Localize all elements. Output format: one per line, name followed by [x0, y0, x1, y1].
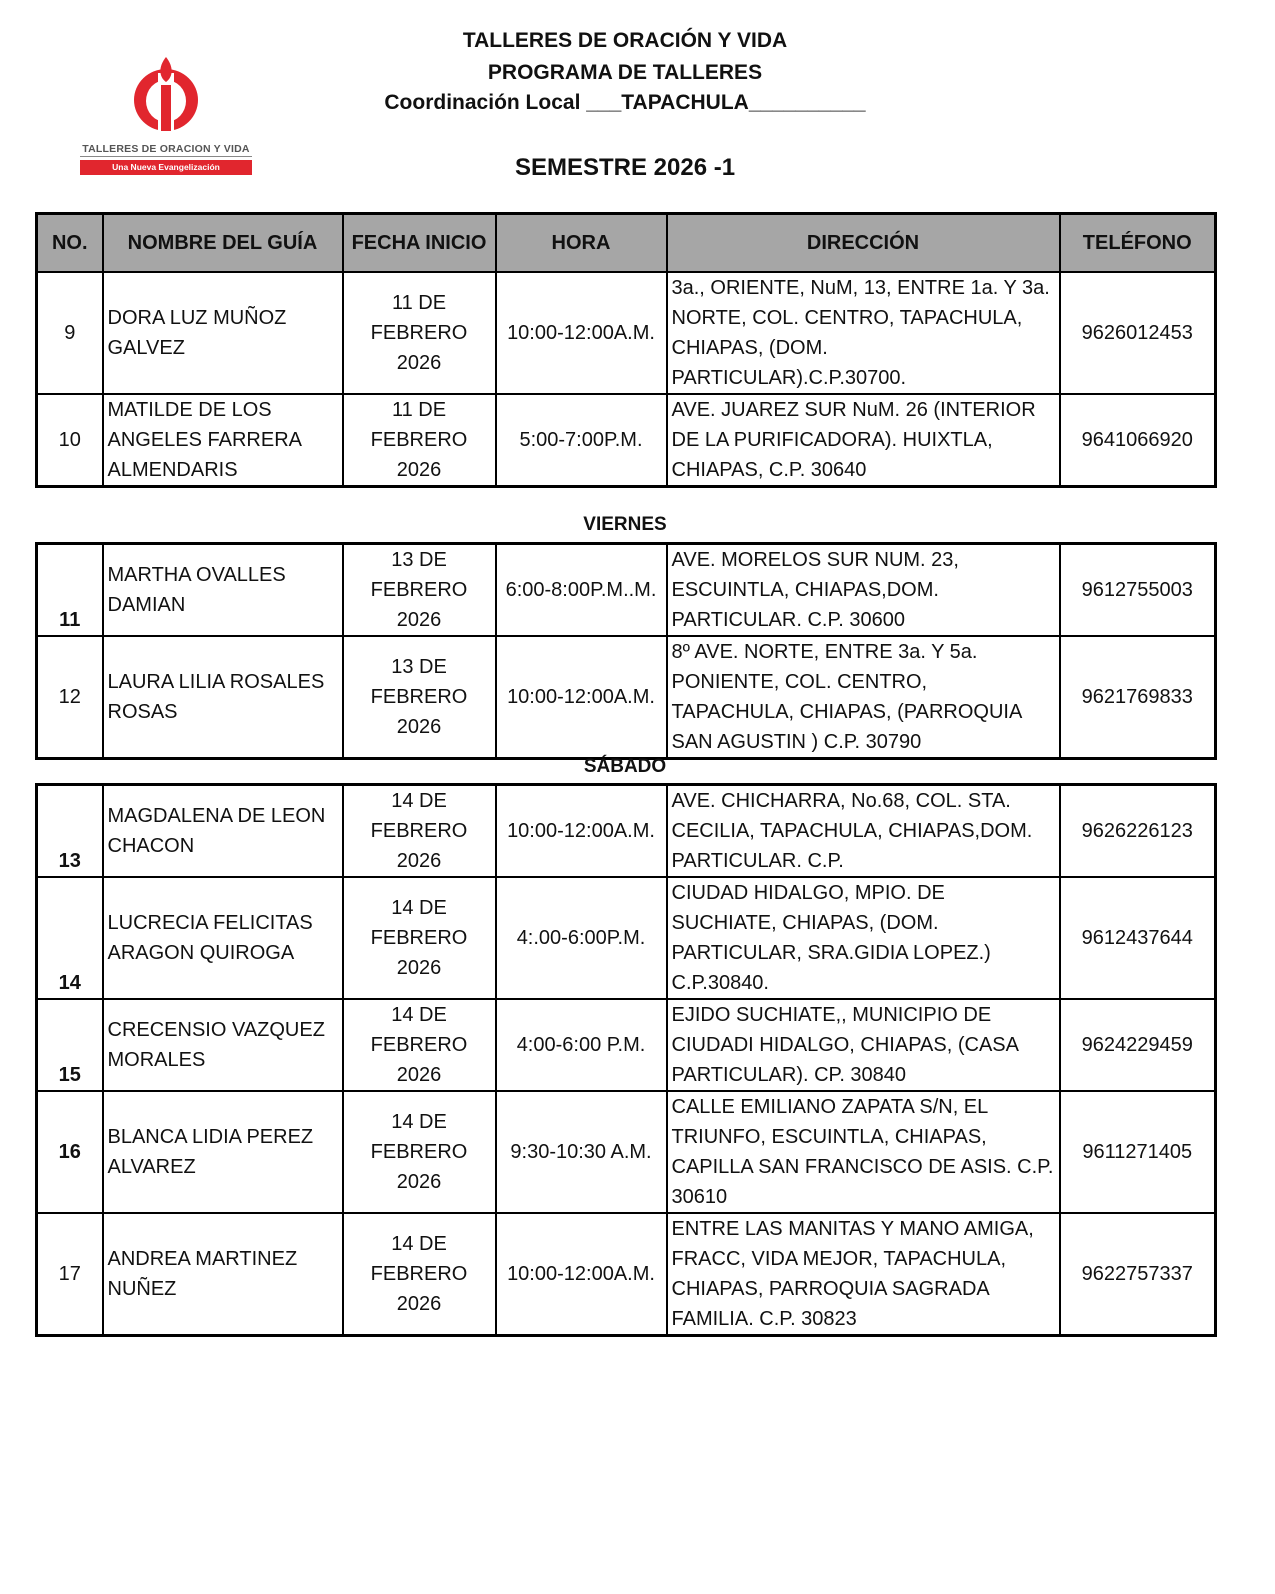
table-row [37, 636, 1216, 759]
table-row [37, 999, 1216, 1091]
program-title: PROGRAMA DE TALLERES [487, 61, 763, 84]
hour: 10:00-12:00A.M. [496, 1213, 667, 1336]
table-header-row [37, 214, 1216, 273]
guide-name: CRECENSIO VAZQUEZ MORALES [103, 999, 343, 1091]
row-no: 11 [37, 544, 103, 637]
column-header-address: DIRECCIÓN [667, 214, 1060, 273]
guide-name: LUCRECIA FELICITAS ARAGON QUIROGA [103, 877, 343, 999]
table-row [37, 544, 1216, 637]
document-title: TALLERES DE ORACIÓN Y VIDA [462, 29, 788, 52]
row-no: 9 [37, 272, 103, 394]
start-date: 11 DE FEBRERO 2026 [343, 394, 496, 487]
phone: 9612755003 [1060, 544, 1216, 637]
start-date: 13 DE FEBRERO 2026 [343, 636, 496, 759]
start-date: 14 DE FEBRERO 2026 [343, 999, 496, 1091]
guide-name: ANDREA MARTINEZ NUÑEZ [103, 1213, 343, 1336]
guide-name: MARTHA OVALLES DAMIAN [103, 544, 343, 637]
table-row [37, 1091, 1216, 1213]
column-header-no: NO. [37, 214, 103, 273]
table-row [37, 877, 1216, 999]
start-date: 14 DE FEBRERO 2026 [343, 877, 496, 999]
start-date: 14 DE FEBRERO 2026 [343, 1091, 496, 1213]
address: 3a., ORIENTE, NuM, 13, ENTRE 1a. Y 3a. NORTE, COL. CENTRO, TAPACHULA, CHIAPAS, (DOM. PARTICULAR).C.P.30700. [667, 272, 1060, 394]
schedule-table-saturday [35, 783, 1217, 1337]
guide-name: MATILDE DE LOS ANGELES FARRERA ALMENDARIS [103, 394, 343, 487]
guide-name: BLANCA LIDIA PEREZ ALVAREZ [103, 1091, 343, 1213]
schedule-table-friday [35, 542, 1217, 760]
address: EJIDO SUCHIATE,, MUNICIPIO DE CIUDADI HIDALGO, CHIAPAS, (CASA PARTICULAR). CP. 30840 [667, 999, 1060, 1091]
phone: 9621769833 [1060, 636, 1216, 759]
hour: 10:00-12:00A.M. [496, 636, 667, 759]
table-row [37, 785, 1216, 878]
logo-tagline: Una Nueva Evangelización [80, 160, 252, 175]
start-date: 11 DE FEBRERO 2026 [343, 272, 496, 394]
phone: 9624229459 [1060, 999, 1216, 1091]
guide-name: MAGDALENA DE LEON CHACON [103, 785, 343, 878]
phone: 9641066920 [1060, 394, 1216, 487]
hour: 9:30-10:30 A.M. [496, 1091, 667, 1213]
address: AVE. MORELOS SUR NUM. 23, ESCUINTLA, CHIAPAS,DOM. PARTICULAR. C.P. 30600 [667, 544, 1060, 637]
phone: 9611271405 [1060, 1091, 1216, 1213]
table-row [37, 394, 1216, 487]
hour: 4:.00-6:00P.M. [496, 877, 667, 999]
table-row [37, 1213, 1216, 1336]
row-no: 13 [37, 785, 103, 878]
row-no: 16 [37, 1091, 103, 1213]
address: AVE. JUAREZ SUR NuM. 26 (INTERIOR DE LA PURIFICADORA). HUIXTLA, CHIAPAS, C.P. 30640 [667, 394, 1060, 487]
phone: 9622757337 [1060, 1213, 1216, 1336]
start-date: 14 DE FEBRERO 2026 [343, 1213, 496, 1336]
hour: 10:00-12:00A.M. [496, 272, 667, 394]
hour: 10:00-12:00A.M. [496, 785, 667, 878]
hour: 4:00-6:00 P.M. [496, 999, 667, 1091]
row-no: 12 [37, 636, 103, 759]
row-no: 17 [37, 1213, 103, 1336]
row-no: 10 [37, 394, 103, 487]
semester-title: SEMESTRE 2026 -1 [514, 154, 736, 181]
section-friday: VIERNES [583, 514, 667, 535]
column-header-phone: TELÉFONO [1060, 214, 1216, 273]
local-coordination: Coordinación Local ___TAPACHULA__________ [384, 91, 866, 114]
schedule-table-wednesday [35, 212, 1217, 488]
hour: 6:00-8:00P.M..M. [496, 544, 667, 637]
phone: 9626226123 [1060, 785, 1216, 878]
guide-name: DORA LUZ MUÑOZ GALVEZ [103, 272, 343, 394]
guide-name: LAURA LILIA ROSALES ROSAS [103, 636, 343, 759]
row-no: 15 [37, 999, 103, 1091]
address: CALLE EMILIANO ZAPATA S/N, EL TRIUNFO, ESCUINTLA, CHIAPAS, CAPILLA SAN FRANCISCO DE ASIS. C.P. 30610 [667, 1091, 1060, 1213]
address: 8º AVE. NORTE, ENTRE 3a. Y 5a. PONIENTE, COL. CENTRO, TAPACHULA, CHIAPAS, (PARROQUIA SAN AGUSTIN ) C.P. 30790 [667, 636, 1060, 759]
address: ENTRE LAS MANITAS Y MANO AMIGA, FRACC, VIDA MEJOR, TAPACHULA, CHIAPAS, PARROQUIA SAGRADA FAMILIA. C.P. 30823 [667, 1213, 1060, 1336]
address: CIUDAD HIDALGO, MPIO. DE SUCHIATE, CHIAPAS, (DOM. PARTICULAR, SRA.GIDIA LOPEZ.) C.P.30840. [667, 877, 1060, 999]
hour: 5:00-7:00P.M. [496, 394, 667, 487]
column-header-name: NOMBRE DEL GUÍA [103, 214, 343, 273]
start-date: 13 DE FEBRERO 2026 [343, 544, 496, 637]
table-row [37, 272, 1216, 394]
section-saturday: SÁBADO [583, 756, 667, 777]
start-date: 14 DE FEBRERO 2026 [343, 785, 496, 878]
column-header-hour: HORA [496, 214, 667, 273]
phone: 9626012453 [1060, 272, 1216, 394]
row-no: 14 [37, 877, 103, 999]
logo-name: TALLERES DE ORACION Y VIDA [80, 143, 252, 157]
phone: 9612437644 [1060, 877, 1216, 999]
address: AVE. CHICHARRA, No.68, COL. STA. CECILIA, TAPACHULA, CHIAPAS,DOM. PARTICULAR. C.P. [667, 785, 1060, 878]
column-header-date: FECHA INICIO [343, 214, 496, 273]
